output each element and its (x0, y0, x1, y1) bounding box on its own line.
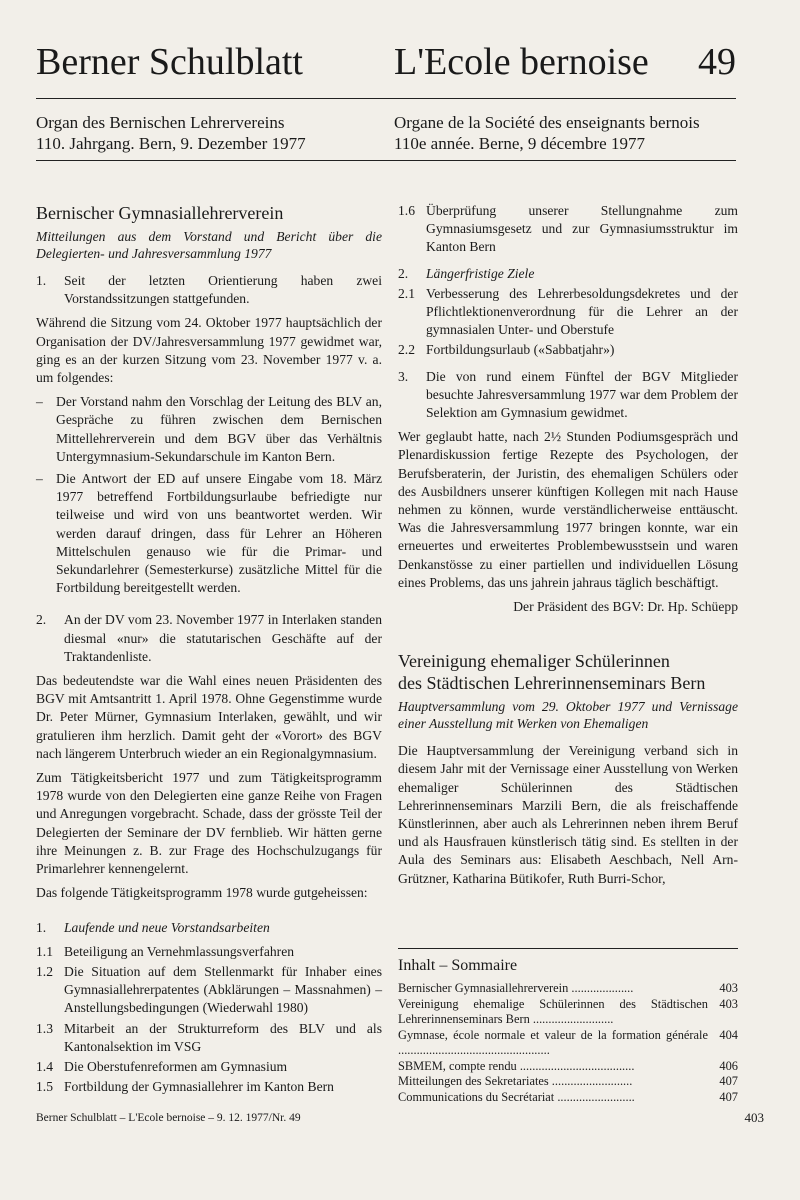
item-number: 2.2 (398, 342, 415, 358)
list-item (398, 285, 738, 340)
toc-page: 406 (719, 1058, 738, 1073)
article2-title-line1: Vereinigung ehemaliger Schülerinnen (398, 651, 670, 672)
masthead-title-fr: L'Ecole bernoise (394, 41, 649, 83)
masthead-rule (36, 98, 736, 99)
list-item (36, 1078, 382, 1096)
toc-entry[interactable] (398, 1074, 738, 1090)
toc-title: Mitteilungen des Sekretariates .......................... (398, 1074, 633, 1089)
program-heading-text: Laufende und neue Vorstandsarbeiten (64, 919, 270, 935)
toc-page: 407 (719, 1074, 738, 1089)
paragraph: Das bedeutendste war die Wahl eines neuen Präsidenten des BGV mit Amtsantritt 1. April 1978. Ohne Gegenstimme wurde Dr. Peter Mürner, Gymnasium Interlaken, gewählt, und wir gratulieren ihm herzlich. Damit geht der «Vorort» des BGV nach längerem Unterbruch wieder an ein Regionalgymnasium. (36, 673, 382, 761)
article2-title-line2: des Städtischen Lehrerinnenseminars Bern (398, 673, 706, 694)
program-heading (398, 265, 738, 283)
program-heading (36, 919, 382, 937)
toc-entry[interactable] (398, 1059, 738, 1075)
article1-title: Bernischer Gymnasiallehrerverein (36, 203, 284, 223)
item-text: Mitarbeit an der Strukturreform des BLV und als Kantonalsektion im VSG (64, 1020, 382, 1054)
paragraph: Die Hauptversammlung der Vereinigung verband sich in diesem Jahr mit der Vernissage einer Ausstellung von Werken ehemaliger Schülerinnen des Städtischen Lehrerinnenseminars Marzili Bern, die als freischaffende Künstlerinnen, aber auch als Lehrerinnen neben ihrem Beruf und als Hausfrauen künstlerisch tätig sind. Es stellten in der Aula des Seminars aus: Elisabeth Aeschbach, Nell Arn-Grützner, Katharina Bütikofer, Ruth Burri-Schor, (398, 743, 738, 886)
issue-number: 49 (698, 41, 736, 83)
item-number: 1. (36, 919, 47, 935)
page-number: 403 (744, 1110, 764, 1125)
paragraph: Das folgende Tätigkeitsprogramm 1978 wurde gutgeheissen: (36, 885, 368, 901)
item-number: 2. (36, 612, 47, 628)
dash-mark: – (36, 471, 43, 487)
toc-entry[interactable] (398, 1090, 738, 1106)
toc-title: Gymnase, école normale et valeur de la formation générale ................................................. (398, 1027, 708, 1058)
item-number: 2. (398, 265, 409, 281)
toc-title: SBMEM, compte rendu ..................................... (398, 1058, 635, 1073)
list-item (36, 272, 382, 308)
toc-page: 404 (719, 1027, 738, 1042)
organ-de-line1: Organ des Bernischen Lehrervereins (36, 113, 285, 132)
dash-item (36, 393, 382, 466)
toc-page: 403 (719, 996, 738, 1011)
toc-title: Communications du Secrétariat ......................... (398, 1089, 635, 1104)
toc-page: 403 (719, 981, 738, 996)
paragraph: Wer geglaubt hatte, nach 2½ Stunden Podiumsgespräch und Plenardiskussion fertige Rezepte des Psychologen, der Berufsberaterin, der Juristin, des ehemaligen Schülers oder des Ausbildners unserer künftigen Kollegen mit nach Hause nehmen zu können, wurde verständlicherweise enttäuscht. Was die Jahresversammlung 1977 bringen konnte, war ein erneuertes und erweitertes Problembewusstsein und waren Denkanstösse zu einer partiellen und individuellen Lösung eines Problems, das uns jahrein jahraus täglich beschäftigt. (398, 429, 738, 590)
left-column (36, 202, 382, 1098)
toc-title: Bernischer Gymnasiallehrerverein .................... (398, 981, 634, 996)
item-text: Fortbildung der Gymnasiallehrer im Kanton Bern (64, 1079, 334, 1095)
dash-mark: – (36, 394, 43, 410)
article2-subtitle: Hauptversammlung vom 29. Oktober 1977 und Vernissage einer Ausstellung mit Werken von Ehemaligen (398, 699, 738, 732)
item-text: Die Oberstufenreformen am Gymnasium (64, 1058, 288, 1074)
article1-subtitle: Mitteilungen aus dem Vorstand und Bericht über die Delegierten- und Jahresversammlung 1977 (36, 229, 382, 261)
item-number: 1. (36, 273, 47, 288)
list-item (398, 368, 738, 423)
item-text: Die Situation auf dem Stellenmarkt für Inhaber eines Gymnasiallehrerpatentes (Abklärungen – Massnahmen) – Anstellungsbedingungen (Wiederwahl 1980) (64, 963, 382, 1016)
toc-title: Vereinigung ehemalige Schülerinnen des Städtischen Lehrerinnenseminars Bern .......................... (398, 996, 708, 1027)
item-text: Die von rund einem Fünftel der BGV Mitglieder besuchte Jahresversammlung 1977 war dem Problem der Selektion am Gymnasium gewidmet. (426, 368, 738, 421)
organ-fr (394, 112, 734, 154)
item-number: 1.1 (36, 943, 53, 959)
toc-rule (398, 948, 738, 949)
item-text: An der DV vom 23. November 1977 in Interlaken standen diesmal «nur» die statutarischen Geschäfte auf der Traktandenliste. (64, 612, 382, 664)
item-number: 1.2 (36, 963, 53, 979)
dash-item (36, 470, 382, 597)
item-number: 3. (398, 368, 409, 384)
signature: Der Präsident des BGV: Dr. Hp. Schüepp (513, 599, 738, 615)
toc-entry[interactable] (398, 1028, 738, 1059)
list-item (36, 611, 382, 666)
paragraph: Während die Sitzung vom 24. Oktober 1977 hauptsächlich der Organisation der DV/Jahresversammlung 1977 gewidmet war, ging es an der kurzen Sitzung vom 23. November 1977 v. a. um folgendes: (36, 315, 382, 386)
footer-text: Berner Schulblatt – L'Ecole bernoise – 9. 12. 1977/Nr. 49 (36, 1112, 301, 1124)
organ-de-line2: 110. Jahrgang. Bern, 9. Dezember 1977 (36, 134, 306, 153)
toc-entry[interactable] (398, 997, 738, 1028)
toc-heading: Inhalt – Sommaire (398, 956, 518, 974)
item-text: Fortbildungsurlaub («Sabbatjahr») (426, 342, 615, 358)
organ-de (36, 112, 376, 154)
list-item (36, 1058, 382, 1076)
item-number: 1.4 (36, 1058, 53, 1074)
item-number: 1.3 (36, 1020, 53, 1036)
table-of-contents (398, 957, 738, 1105)
organ-fr-line1: Organe de la Société des enseignants bernois (394, 113, 700, 132)
organ-fr-line2: 110e année. Berne, 9 décembre 1977 (394, 134, 645, 153)
list-item (36, 963, 382, 1018)
dash-text: Die Antwort der ED auf unsere Eingabe vom 18. März 1977 betreffend Fortbildungsurlaube befriedigte nur teilweise und wird von uns beantwortet werden. Wir werden darauf dringen, dass für Lehrer an Höheren Mittelschulen genauso wie für die Primar- und Sekundarlehrer (Semesterkurse) zusätzliche Mittel für die Fortbildung bereitgestellt werden. (56, 471, 382, 596)
dash-text: Der Vorstand nahm den Vorschlag der Leitung des BLV an, Gespräche zu führen zwischen dem Bernischen Mittellehrerverein und dem BGV über das Verhältnis Untergymnasium-Sekundarschule im Kanton Bern. (56, 394, 382, 464)
program-heading-text: Längerfristige Ziele (426, 265, 535, 281)
item-text: Überprüfung unserer Stellungnahme zum Gymnasiumsgesetz und zur Gymnasiumsstruktur im Kanton Bern (426, 203, 738, 255)
right-column (398, 202, 738, 1105)
item-text: Verbesserung des Lehrerbesoldungsdekretes und der Pflichtlektionenverordnung für die Lehrer an der gymnasialen Unter- und Oberstufe (426, 285, 738, 338)
organ-rule (36, 160, 736, 161)
paragraph: Zum Tätigkeitsbericht 1977 und zum Tätigkeitsprogramm 1978 wurde von den Delegierten eine ganze Reihe von Fragen und Anregungen vorgebracht. Schade, dass der grösste Teil der Delegierten der Seminare der DV fernblieb. Wir hätten gerne ihre Meinungen z. B. zur Frage des Hochschulzugangs für Primarlehrer kennengelernt. (36, 770, 382, 877)
list-item (398, 341, 738, 359)
masthead (36, 38, 736, 88)
toc-page: 407 (719, 1089, 738, 1104)
item-text: Seit der letzten Orientierung haben zwei Vorstandssitzungen stattgefunden. (64, 273, 382, 307)
list-item (398, 202, 738, 257)
item-text: Beteiligung an Vernehmlassungsverfahren (64, 943, 295, 959)
list-item (36, 943, 382, 961)
toc-entry[interactable] (398, 981, 738, 997)
item-number: 1.6 (398, 203, 415, 218)
item-number: 2.1 (398, 285, 415, 301)
masthead-title-de: Berner Schulblatt (36, 41, 303, 83)
list-item (36, 1020, 382, 1056)
item-number: 1.5 (36, 1079, 53, 1095)
